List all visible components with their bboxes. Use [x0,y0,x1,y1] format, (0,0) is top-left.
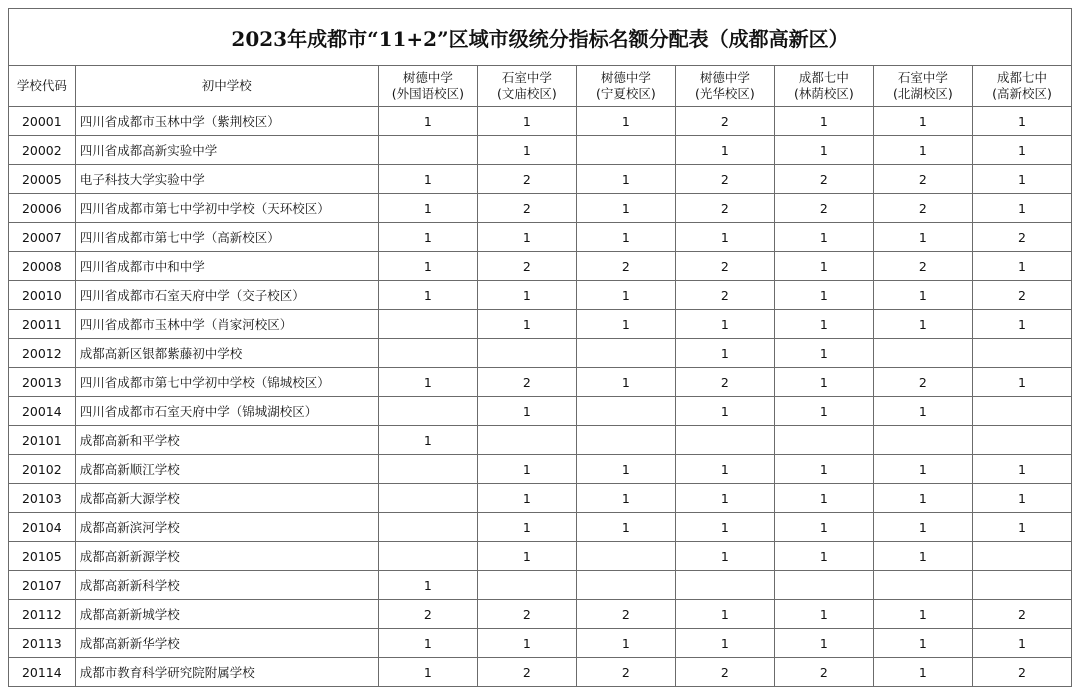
quota-cell: 1 [576,223,675,252]
quota-cell: 1 [675,397,774,426]
quota-cell: 1 [675,136,774,165]
school-name-cell: 成都高新顺江学校 [75,455,378,484]
table-row [9,397,1072,426]
quota-cell: 2 [972,658,1071,687]
quota-cell: 2 [873,165,972,194]
school-name-cell: 成都高新和平学校 [75,426,378,455]
quota-cell: 2 [972,223,1071,252]
quota-cell: 1 [378,165,477,194]
quota-cell: 1 [972,455,1071,484]
quota-cell: 1 [972,107,1071,136]
school-code-cell: 20014 [9,397,76,426]
table-row [9,455,1072,484]
school-code-cell: 20006 [9,194,76,223]
quota-cell: 2 [774,194,873,223]
quota-cell: 1 [873,455,972,484]
quota-cell: 2 [675,165,774,194]
table-row [9,658,1072,687]
quota-cell: 1 [477,629,576,658]
header-high-school [576,66,675,107]
quota-cell [378,513,477,542]
table-row [9,368,1072,397]
quota-cell [576,426,675,455]
school-code-cell: 20010 [9,281,76,310]
school-name-cell: 四川省成都市玉林中学（紫荆校区） [75,107,378,136]
table-row [9,223,1072,252]
table-row [9,107,1072,136]
school-name-cell: 电子科技大学实验中学 [75,165,378,194]
header-school-name: 树德中学 [600,70,651,85]
quota-cell: 1 [378,107,477,136]
quota-cell: 1 [378,368,477,397]
quota-cell [675,426,774,455]
header-high-school [378,66,477,107]
school-name-cell: 成都高新新城学校 [75,600,378,629]
school-code-cell: 20007 [9,223,76,252]
quota-cell: 2 [576,252,675,281]
quota-cell: 1 [774,223,873,252]
header-campus: (光华校区) [694,86,755,101]
quota-cell: 1 [873,136,972,165]
header-school-name: 石室中学 [897,70,948,85]
quota-cell: 1 [576,194,675,223]
quota-cell: 1 [477,397,576,426]
table-row [9,310,1072,339]
quota-cell [972,339,1071,368]
quota-cell: 1 [378,223,477,252]
school-code-cell: 20102 [9,455,76,484]
header-campus: (林荫校区) [794,86,854,101]
school-code-cell: 20013 [9,368,76,397]
quota-cell: 1 [477,223,576,252]
header-campus: (文庙校区) [496,86,557,101]
table-row [9,281,1072,310]
school-code-cell: 20002 [9,136,76,165]
table-row [9,629,1072,658]
school-name-cell: 四川省成都市石室天府中学（交子校区） [75,281,378,310]
quota-cell: 1 [774,310,873,339]
school-code-cell: 20012 [9,339,76,368]
quota-cell: 1 [675,310,774,339]
quota-cell: 1 [477,455,576,484]
school-name-cell: 四川省成都市中和中学 [75,252,378,281]
quota-cell: 1 [774,629,873,658]
quota-cell [576,397,675,426]
quota-cell: 1 [477,542,576,571]
quota-cell [576,136,675,165]
quota-cell [873,426,972,455]
quota-cell: 2 [873,368,972,397]
quota-cell: 1 [972,629,1071,658]
table-row [9,194,1072,223]
header-school-name: 成都七中 [798,70,849,85]
school-code-cell: 20107 [9,571,76,600]
quota-cell: 1 [774,252,873,281]
quota-cell: 1 [477,136,576,165]
quota-cell [378,542,477,571]
quota-cell: 1 [873,629,972,658]
quota-cell [576,339,675,368]
quota-cell: 2 [378,600,477,629]
table-row [9,252,1072,281]
quota-cell: 1 [972,513,1071,542]
header-campus: (北湖校区) [893,86,953,101]
quota-cell: 1 [576,484,675,513]
quota-cell [378,310,477,339]
quota-cell [477,571,576,600]
quota-cell: 1 [675,455,774,484]
school-code-cell: 20112 [9,600,76,629]
quota-cell: 1 [675,629,774,658]
table-row [9,136,1072,165]
quota-cell: 1 [774,397,873,426]
quota-cell: 1 [972,136,1071,165]
quota-cell: 2 [477,252,576,281]
table-row [9,484,1072,513]
quota-cell [972,542,1071,571]
school-code-cell: 20114 [9,658,76,687]
table-row [9,571,1072,600]
quota-cell: 1 [675,484,774,513]
header-high-school [774,66,873,107]
header-high-school [477,66,576,107]
school-name-cell: 四川省成都市石室天府中学（锦城湖校区） [75,397,378,426]
quota-cell: 2 [675,194,774,223]
quota-cell: 1 [873,513,972,542]
school-name-cell: 四川省成都市第七中学初中学校（锦城校区） [75,368,378,397]
school-name-cell: 成都市教育科学研究院附属学校 [75,658,378,687]
quota-cell: 2 [477,165,576,194]
school-name-cell: 成都高新新华学校 [75,629,378,658]
header-school-code: 学校代码 [9,66,76,107]
quota-cell: 1 [774,600,873,629]
quota-cell: 1 [576,281,675,310]
school-code-cell: 20001 [9,107,76,136]
quota-cell: 1 [774,513,873,542]
quota-cell: 1 [477,107,576,136]
quota-cell: 1 [972,165,1071,194]
quota-cell: 1 [774,455,873,484]
table-row [9,542,1072,571]
quota-cell [972,397,1071,426]
quota-cell: 1 [378,252,477,281]
quota-cell: 1 [873,658,972,687]
school-code-cell: 20104 [9,513,76,542]
table-row [9,600,1072,629]
quota-cell: 2 [675,252,774,281]
header-high-school [873,66,972,107]
quota-cell: 1 [873,542,972,571]
school-name-cell: 四川省成都市第七中学（高新校区） [75,223,378,252]
quota-cell: 1 [972,194,1071,223]
quota-cell: 1 [576,165,675,194]
quota-cell: 1 [576,513,675,542]
quota-cell: 1 [873,397,972,426]
school-code-cell: 20103 [9,484,76,513]
quota-cell [378,136,477,165]
quota-cell: 2 [972,281,1071,310]
quota-cell: 1 [576,368,675,397]
quota-cell: 2 [477,368,576,397]
quota-cell: 1 [873,223,972,252]
school-name-cell: 成都高新大源学校 [75,484,378,513]
header-junior-school: 初中学校 [75,66,378,107]
school-code-cell: 20011 [9,310,76,339]
table-header-row [9,66,1072,107]
quota-cell: 1 [774,281,873,310]
quota-cell: 1 [774,368,873,397]
quota-cell: 1 [477,281,576,310]
header-campus: (外国语校区) [391,86,464,101]
school-code-cell: 20101 [9,426,76,455]
quota-cell: 2 [576,600,675,629]
allocation-table [8,65,1072,687]
quota-cell: 1 [576,107,675,136]
quota-cell: 1 [477,513,576,542]
quota-cell: 1 [873,310,972,339]
school-name-cell: 成都高新新源学校 [75,542,378,571]
quota-cell: 2 [972,600,1071,629]
quota-cell: 1 [774,484,873,513]
quota-cell: 2 [675,107,774,136]
quota-cell: 2 [477,600,576,629]
header-school-name: 树德中学 [402,70,453,85]
quota-cell: 1 [873,600,972,629]
school-name-cell: 四川省成都市第七中学初中学校（天环校区） [75,194,378,223]
quota-cell: 1 [774,339,873,368]
quota-cell: 1 [675,600,774,629]
quota-cell [972,426,1071,455]
quota-cell [576,571,675,600]
allocation-table-container [8,8,1072,687]
quota-cell: 2 [477,194,576,223]
school-name-cell: 四川省成都高新实验中学 [75,136,378,165]
header-school-name: 成都七中 [996,70,1047,85]
quota-cell [873,571,972,600]
quota-cell: 1 [378,281,477,310]
quota-cell: 1 [774,107,873,136]
quota-cell: 1 [378,658,477,687]
quota-cell [378,484,477,513]
quota-cell [774,571,873,600]
quota-cell [774,426,873,455]
quota-cell: 2 [873,194,972,223]
quota-cell: 1 [774,542,873,571]
quota-cell: 1 [675,339,774,368]
school-name-cell: 成都高新新科学校 [75,571,378,600]
school-code-cell: 20113 [9,629,76,658]
school-name-cell: 四川省成都市玉林中学（肖家河校区） [75,310,378,339]
school-name-cell: 成都高新滨河学校 [75,513,378,542]
quota-cell: 1 [972,484,1071,513]
quota-cell: 2 [675,368,774,397]
quota-cell: 1 [774,136,873,165]
quota-cell: 1 [378,426,477,455]
quota-cell [576,542,675,571]
quota-cell [378,455,477,484]
quota-cell: 1 [477,484,576,513]
quota-cell [378,339,477,368]
table-row [9,513,1072,542]
quota-cell: 1 [675,513,774,542]
quota-cell: 1 [477,310,576,339]
table-row [9,339,1072,368]
quota-cell: 2 [675,281,774,310]
table-title: 2023年成都市“11+2”区域市级统分指标名额分配表（成都高新区） [8,8,1072,65]
quota-cell: 2 [576,658,675,687]
quota-cell: 1 [873,281,972,310]
quota-cell: 1 [576,455,675,484]
quota-cell: 2 [774,658,873,687]
quota-cell [378,397,477,426]
quota-cell: 2 [675,658,774,687]
quota-cell: 2 [873,252,972,281]
header-high-school [675,66,774,107]
quota-cell: 1 [576,310,675,339]
table-row [9,165,1072,194]
quota-cell: 2 [477,658,576,687]
quota-cell [873,339,972,368]
header-school-name: 树德中学 [699,70,750,85]
school-code-cell: 20005 [9,165,76,194]
school-code-cell: 20105 [9,542,76,571]
quota-cell: 1 [873,107,972,136]
quota-cell: 1 [576,629,675,658]
header-school-name: 石室中学 [501,70,552,85]
quota-cell: 1 [972,310,1071,339]
quota-cell: 1 [378,629,477,658]
quota-cell: 1 [675,223,774,252]
quota-cell [477,339,576,368]
header-campus: (高新校区) [992,86,1052,101]
quota-cell: 1 [378,571,477,600]
quota-cell: 1 [873,484,972,513]
header-campus: (宁夏校区) [595,86,656,101]
header-high-school [972,66,1071,107]
quota-cell [972,571,1071,600]
school-code-cell: 20008 [9,252,76,281]
quota-cell: 2 [774,165,873,194]
quota-cell [675,571,774,600]
table-row [9,426,1072,455]
quota-cell: 1 [675,542,774,571]
school-name-cell: 成都高新区银都紫藤初中学校 [75,339,378,368]
quota-cell: 1 [972,368,1071,397]
quota-cell: 1 [378,194,477,223]
table-body [9,107,1072,687]
quota-cell [477,426,576,455]
quota-cell: 1 [972,252,1071,281]
